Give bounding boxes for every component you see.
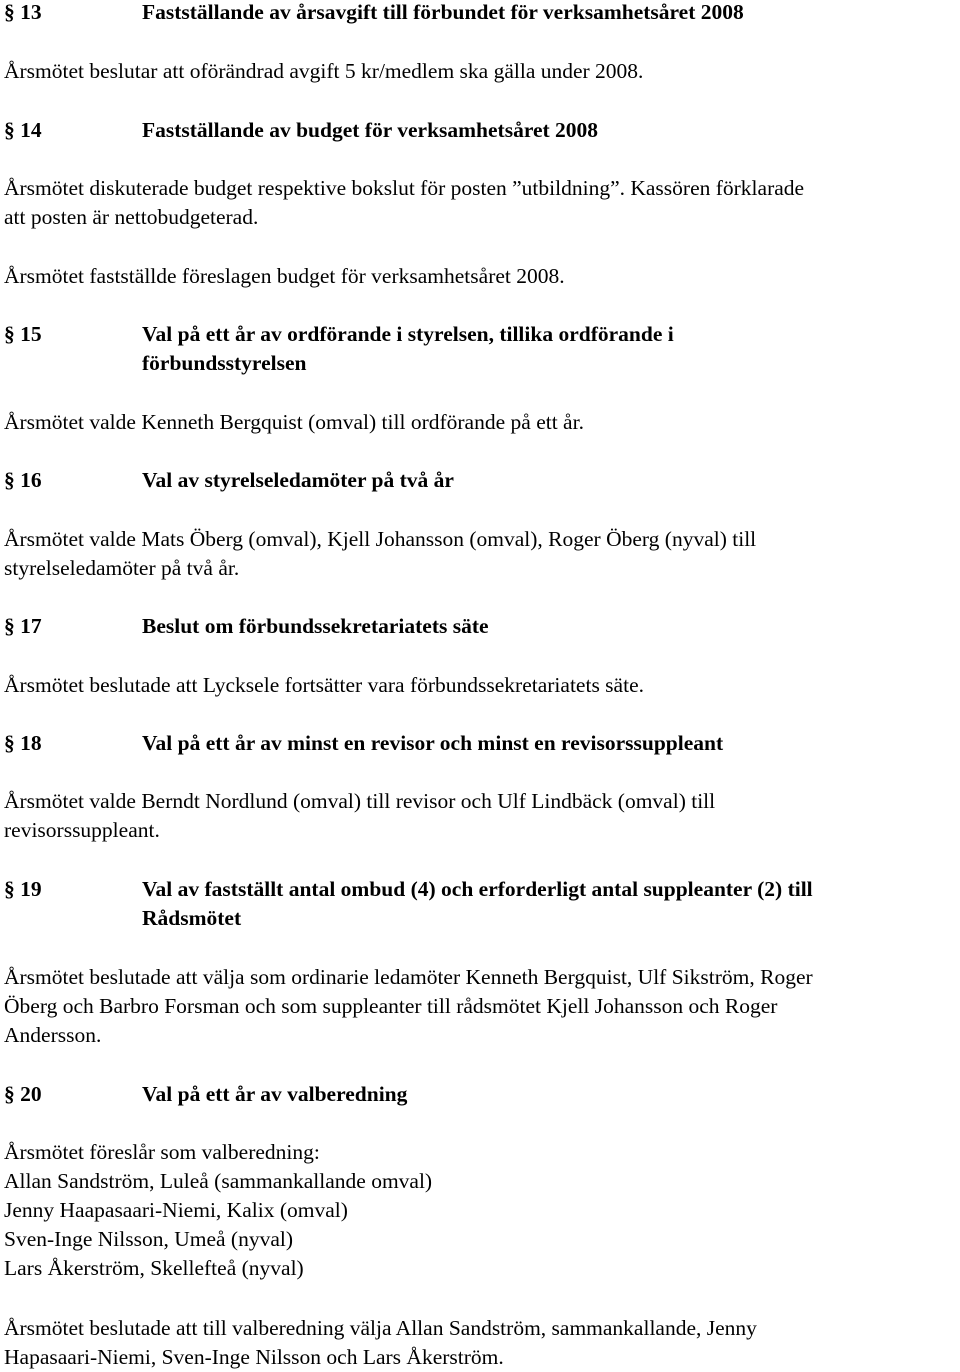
section-title: Fastställande av budget för verksamhetsåret 2008 xyxy=(142,118,599,142)
section-number: § 15 xyxy=(4,322,42,346)
section-title: Val på ett år av minst en revisor och minst en revisorssuppleant xyxy=(142,731,724,755)
section-number: § 17 xyxy=(4,614,42,638)
section-13-paragraph-1: Årsmötet beslutar att oförändrad avgift 5 kr/medlem ska gälla under 2008. xyxy=(4,59,644,83)
section-title: Val på ett år av ordförande i styrelsen, tillika ordförande i förbundsstyrelsen xyxy=(142,322,674,375)
section-title: Beslut om förbundssekretariatets säte xyxy=(142,614,489,638)
section-title: Fastställande av årsavgift till förbundet för verksamhetsåret 2008 xyxy=(142,0,744,24)
section-19-paragraph-1: Årsmötet beslutade att välja som ordinarie ledamöter Kenneth Bergquist, Ulf Sikström, Roger Öberg och Barbro Forsman och som suppleanter till rådsmötet Kjell Johansson och Roger Andersson. xyxy=(4,965,813,1047)
section-20-paragraph-2: Årsmötet beslutade att till valberedning välja Allan Sandström, sammankallande, Jenny Hapasaari-Niemi, Sven-Inge Nilsson och Lars Åkerström. xyxy=(4,1316,757,1369)
section-14-paragraph-2: Årsmötet fastställde föreslagen budget för verksamhetsåret 2008. xyxy=(4,264,565,288)
section-title: Val av fastställt antal ombud (4) och erforderligt antal suppleanter (2) till Rådsmötet xyxy=(142,877,813,930)
section-title: Val av styrelseledamöter på två år xyxy=(142,468,454,492)
section-number: § 13 xyxy=(4,0,42,24)
section-number: § 19 xyxy=(4,877,42,901)
section-20-paragraph-1: Årsmötet föreslår som valberedning: Allan Sandström, Luleå (sammankallande omval) Jenny Haapasaari-Niemi, Kalix (omval) Sven-Inge Nilsson, Umeå (nyval) Lars Åkerström, Skellefteå (nyval) xyxy=(4,1140,433,1280)
section-number: § 16 xyxy=(4,468,42,492)
section-number: § 20 xyxy=(4,1082,42,1106)
section-number: § 14 xyxy=(4,118,42,142)
section-18-paragraph-1: Årsmötet valde Berndt Nordlund (omval) till revisor och Ulf Lindbäck (omval) till revisorssuppleant. xyxy=(4,789,716,842)
section-14-paragraph-1: Årsmötet diskuterade budget respektive bokslut för posten ”utbildning”. Kassören förklarade att posten är nettobudgeterad. xyxy=(4,176,805,229)
section-title: Val på ett år av valberedning xyxy=(142,1082,408,1106)
section-15-paragraph-1: Årsmötet valde Kenneth Bergquist (omval) till ordförande på ett år. xyxy=(4,410,584,434)
section-number: § 18 xyxy=(4,731,42,755)
section-17-paragraph-1: Årsmötet beslutade att Lycksele fortsätter vara förbundssekretariatets säte. xyxy=(4,673,644,697)
section-16-paragraph-1: Årsmötet valde Mats Öberg (omval), Kjell Johansson (omval), Roger Öberg (nyval) till styrelseledamöter på två år. xyxy=(4,527,757,580)
